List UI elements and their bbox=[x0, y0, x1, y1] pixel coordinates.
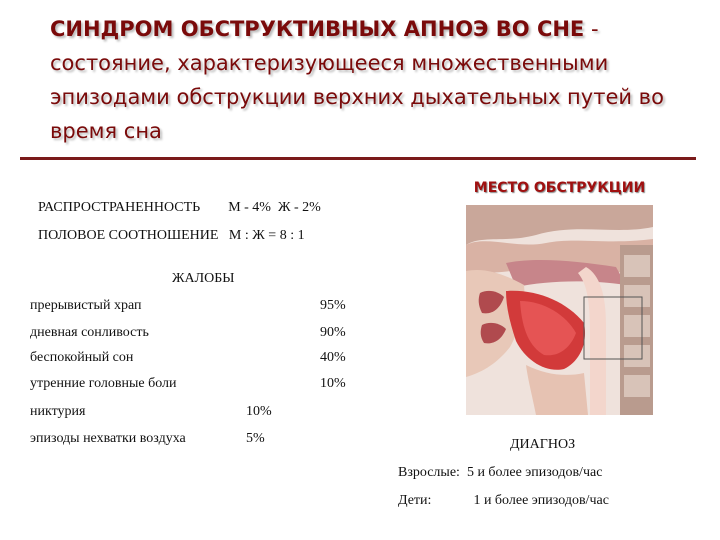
complaint-label: утренние головные боли bbox=[30, 376, 177, 391]
airway-anatomy-illustration bbox=[466, 205, 653, 415]
slide-title bbox=[50, 12, 700, 148]
adults-value: 5 и более эпизодов/час bbox=[466, 465, 603, 480]
title-bold: СИНДРОМ ОБСТРУКТИВНЫХ АПНОЭ ВО СНЕ bbox=[50, 17, 585, 41]
complaint-row bbox=[30, 431, 265, 447]
sex-ratio-value: М : Ж = 8 : 1 bbox=[228, 228, 305, 243]
diagnosis-adults bbox=[398, 465, 602, 481]
complaints-heading: ЖАЛОБЫ bbox=[172, 271, 235, 286]
complaint-label: беспокойный сон bbox=[30, 350, 134, 365]
prevalence-line bbox=[38, 200, 321, 216]
diagnosis-heading: ДИАГНОЗ bbox=[510, 437, 576, 452]
complaint-value: 10% bbox=[246, 404, 272, 419]
complaint-row bbox=[30, 404, 272, 420]
complaint-label: никтурия bbox=[30, 404, 86, 419]
children-label: Дети: bbox=[398, 493, 432, 508]
complaint-value: 10% bbox=[320, 376, 346, 391]
complaint-label: дневная сонливость bbox=[30, 325, 149, 340]
title-rest: - состояние, характеризующееся множественными эпизодами обструкции верхних дыхательных путей во время сна bbox=[50, 17, 664, 143]
complaint-value: 40% bbox=[320, 350, 346, 365]
complaint-row bbox=[30, 325, 346, 341]
complaint-value: 90% bbox=[320, 325, 346, 340]
complaint-value: 95% bbox=[320, 298, 346, 313]
adults-label: Взрослые: bbox=[398, 465, 460, 480]
complaint-label: эпизоды нехватки воздуха bbox=[30, 431, 186, 446]
sex-ratio-label: ПОЛОВОЕ СООТНОШЕНИЕ bbox=[38, 228, 219, 243]
obstruction-site-label: МЕСТО ОБСТРУКЦИИ bbox=[473, 180, 646, 196]
complaint-value: 5% bbox=[246, 431, 265, 446]
complaint-label: прерывистый храп bbox=[30, 298, 142, 313]
complaint-row bbox=[30, 350, 346, 366]
prevalence-label: РАСПРОСТРАНЕННОСТЬ bbox=[38, 200, 201, 215]
diagnosis-children bbox=[398, 493, 609, 509]
prevalence-value: М - 4% Ж - 2% bbox=[228, 200, 321, 215]
title-divider bbox=[20, 157, 696, 160]
complaint-row bbox=[30, 376, 346, 392]
complaint-row bbox=[30, 298, 346, 314]
children-value: 1 и более эпизодов/час bbox=[473, 493, 609, 508]
sex-ratio-line bbox=[38, 228, 305, 244]
